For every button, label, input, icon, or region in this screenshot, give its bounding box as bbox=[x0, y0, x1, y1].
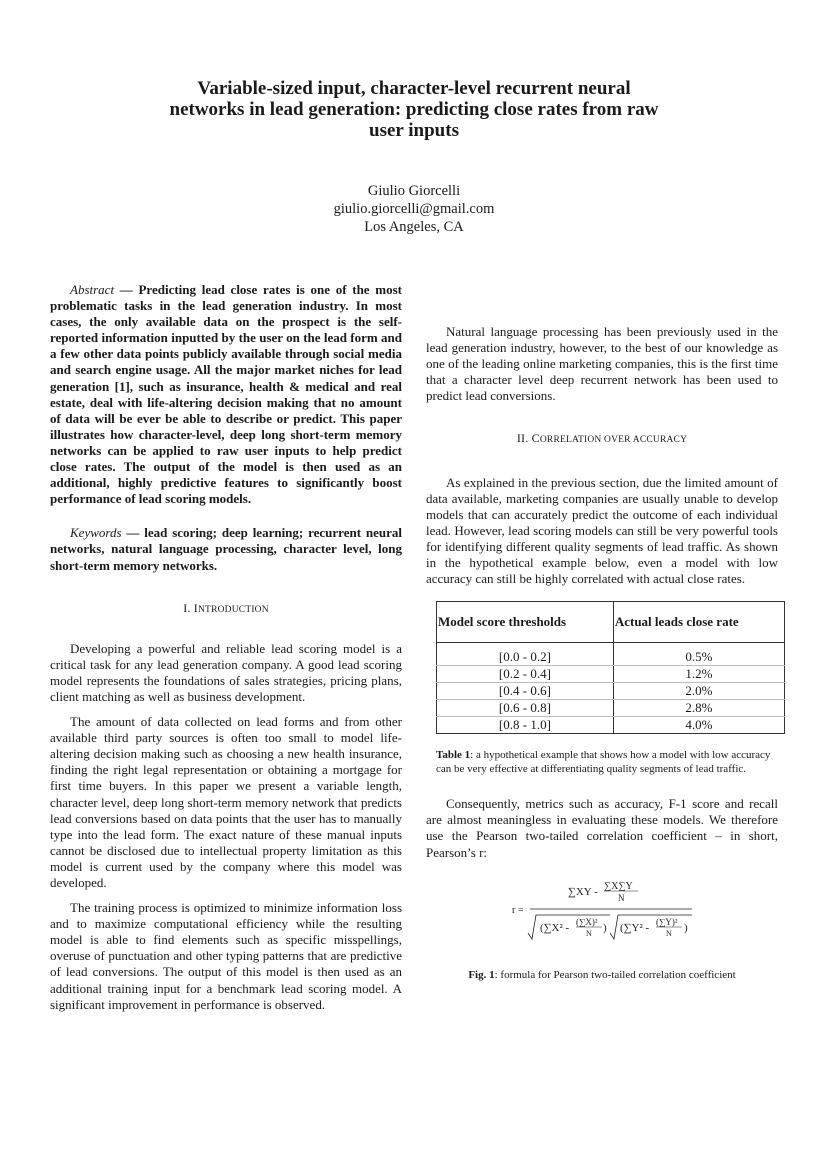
paragraph: As explained in the previous section, due the limited amount of data available, marketing companies are usually unable to develop models that can accurately predict the outcome of each individual lead. However, lead scoring models can still be very powerful tools for identifying different quality segments of lead traffic. As shown in the hypothetical example below, even a model with low accuracy can still be highly correlated with actual close rates. bbox=[426, 474, 778, 587]
right-column bbox=[426, 282, 778, 983]
title-line: user inputs bbox=[369, 120, 459, 141]
author-email: giulio.giorcelli@gmail.com bbox=[333, 201, 495, 217]
author-name: Giulio Giorcelli bbox=[367, 183, 461, 199]
section-number: II. bbox=[516, 431, 529, 446]
table-cell: [0.8 - 1.0] bbox=[437, 717, 614, 734]
author-block bbox=[214, 182, 614, 236]
svg-text:N: N bbox=[618, 892, 625, 903]
caption-text: : formula for Pearson two-tailed correlation coefficient bbox=[494, 968, 736, 981]
table-row bbox=[437, 683, 785, 700]
abstract-text: Predicting lead close rates is one of the most problematic tasks in the lead generation industry. In most cases, the only available data on the prospect is the self-reported information inputted by the user on the lead form and a few other data points publicly available through social media and search engine usage. All the major market niches for lead generation [1], such as insurance, health & medical and real estate, deal with life-altering decision making that no amount of data will be ever be able to describe or predict. This paper illustrates how character-level, deep long short-term memory networks can be applied to raw user inputs to help predict close rates. The output of the model is then used as an additional, highly predictive features to significantly boost performance of lead scoring models. bbox=[50, 282, 402, 507]
abstract bbox=[50, 282, 402, 507]
caption-text: : a hypothetical example that shows how a model with low accuracy can be very effective at differentiating quality segments of lead traffic. bbox=[436, 749, 771, 776]
svg-text:∑XY -: ∑XY - bbox=[568, 885, 598, 898]
caption-label: Table 1 bbox=[436, 749, 471, 762]
table-cell: [0.4 - 0.6] bbox=[437, 683, 614, 700]
section-title-rest: NTRODUCTION bbox=[198, 604, 269, 615]
table-1 bbox=[436, 601, 785, 734]
table-header-row bbox=[437, 602, 785, 643]
svg-text:(∑Y² -: (∑Y² - bbox=[620, 921, 650, 934]
table-cell: 2.8% bbox=[613, 700, 784, 717]
paragraph: The amount of data collected on lead forms and from other available third party sources is often too small to model life-altering decision making such as choosing a new health insurance, finding the right legal representation or obtaining a mortgage for first time buyers. In this paper we present a variable length, character level, deep long short-term memory network that predicts lead conversions based on data points that the user has to manually type into the lead form. The exact nature of these manual inputs cannot be disclosed due to intellectual property limitation as this model is current used by the company where this model was developed. bbox=[50, 714, 402, 890]
table-cell: 4.0% bbox=[613, 717, 784, 734]
keywords-dash: — bbox=[121, 525, 145, 541]
section-number: I. bbox=[183, 600, 191, 615]
table-cell: [0.6 - 0.8] bbox=[437, 700, 614, 717]
table-row bbox=[437, 666, 785, 683]
author-location: Los Angeles, CA bbox=[364, 219, 464, 235]
keywords-text: lead scoring; deep learning; recurrent neural networks, natural language processing, character level, long short-term memory networks. bbox=[50, 525, 402, 573]
title-line: networks in lead generation: predicting close rates from raw bbox=[169, 99, 659, 120]
svg-text:): ) bbox=[603, 921, 607, 934]
data-table bbox=[436, 601, 785, 734]
paragraph: Developing a powerful and reliable lead scoring model is a critical task for any lead generation company. A good lead scoring model represents the foundations of sales strategies, pricing plans, client matching as well as business development. bbox=[50, 640, 402, 704]
abstract-label: Abstract bbox=[70, 282, 115, 297]
svg-text:r =: r = bbox=[512, 904, 524, 916]
svg-text:N: N bbox=[666, 928, 672, 938]
table-row bbox=[437, 717, 785, 734]
section-heading bbox=[426, 430, 778, 448]
pearson-formula bbox=[506, 875, 706, 955]
figure-caption bbox=[426, 967, 778, 983]
keywords bbox=[50, 525, 402, 573]
table-cell: [0.0 - 0.2] bbox=[437, 643, 614, 666]
formula-graphic bbox=[506, 875, 706, 955]
table-cell: [0.2 - 0.4] bbox=[437, 666, 614, 683]
table-row bbox=[437, 643, 785, 666]
section-title-initial: C bbox=[531, 431, 540, 446]
table-cell: 0.5% bbox=[613, 643, 784, 666]
caption-label: Fig. 1 bbox=[468, 968, 495, 981]
table-header-cell: Actual leads close rate bbox=[613, 602, 784, 643]
section-title-initial: I bbox=[193, 600, 198, 615]
svg-text:∑X∑Y: ∑X∑Y bbox=[604, 880, 633, 892]
paragraph: Consequently, metrics such as accuracy, F-1 score and recall are almost meaningless in evaluating these models. We therefore use the Pearson two-tailed correlation coefficient – in short, Pearson’s r: bbox=[426, 796, 778, 860]
paper-title bbox=[120, 78, 708, 141]
section-heading bbox=[50, 600, 402, 618]
table-cell: 2.0% bbox=[613, 683, 784, 700]
svg-text:): ) bbox=[684, 921, 688, 934]
section-title-rest: ORRELATION OVER ACCURACY bbox=[539, 435, 688, 446]
table-header-cell: Model score thresholds bbox=[437, 602, 614, 643]
paragraph: Natural language processing has been previously used in the lead generation industry, however, to the best of our knowledge as one of the leading online marketing companies, this is the first time that a character level deep recurrent network has been used to predict lead conversions. bbox=[426, 324, 778, 404]
paragraph: The training process is optimized to minimize information loss and to maximize computational efficiency while the resulting model is able to find elements such as specific misspellings, overuse of punctuation and other typing patterns that are predictive of lead conversions. The output of this model is then used as an additional training input for a benchmark lead scoring model. A significant improvement in performance is observed. bbox=[50, 900, 402, 1012]
svg-text:(∑Y)²: (∑Y)² bbox=[656, 916, 678, 927]
svg-text:(∑X)²: (∑X)² bbox=[576, 916, 598, 927]
abstract-dash: — bbox=[114, 282, 139, 297]
table-cell: 1.2% bbox=[613, 666, 784, 683]
title-line: Variable-sized input, character-level recurrent neural bbox=[197, 78, 631, 99]
left-column bbox=[50, 282, 402, 1013]
svg-text:N: N bbox=[586, 928, 592, 938]
svg-text:(∑X² -: (∑X² - bbox=[540, 921, 570, 934]
table-caption bbox=[436, 748, 778, 776]
table-row bbox=[437, 700, 785, 717]
keywords-label: Keywords bbox=[70, 525, 122, 541]
